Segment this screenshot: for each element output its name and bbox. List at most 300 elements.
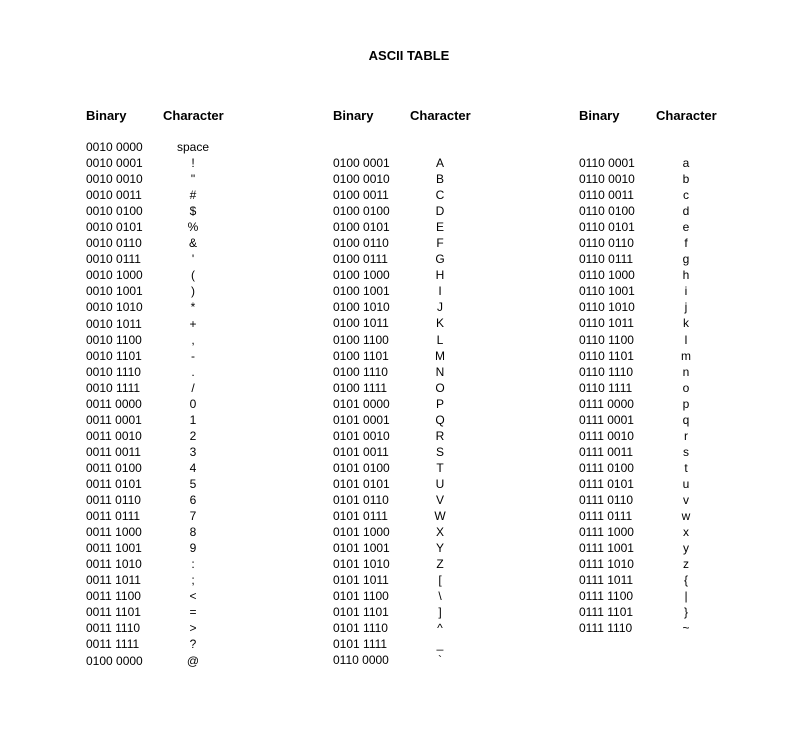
table-row (86, 316, 286, 332)
character-value: I (438, 284, 442, 299)
character-value: ] (438, 605, 442, 620)
character-value: s (683, 444, 689, 459)
binary-value: 0111 0111 (579, 509, 633, 524)
binary-value: 0011 1011 (86, 573, 141, 588)
table-row (86, 380, 286, 396)
character-value: l (684, 332, 688, 347)
binary-value: 0110 0000 (333, 653, 389, 668)
binary-header: Binary (333, 108, 374, 123)
table-row (579, 364, 779, 380)
binary-value: 0010 1001 (86, 284, 143, 299)
character-value: Q (435, 412, 445, 427)
table-row (86, 428, 286, 444)
table-row (86, 540, 286, 556)
character-value: F (436, 236, 444, 251)
binary-value: 0100 0101 (333, 220, 390, 235)
table-row (333, 412, 533, 428)
table-row (579, 476, 779, 492)
character-value: P (435, 396, 444, 411)
character-value: ~ (682, 621, 690, 636)
table-row (333, 540, 533, 556)
binary-value: 0110 1100 (579, 332, 634, 347)
table-row (333, 364, 533, 380)
character-value: ( (191, 268, 195, 283)
character-value: \ (438, 589, 442, 604)
binary-value: 0110 0101 (579, 220, 635, 235)
binary-value: 0111 1100 (579, 589, 634, 604)
binary-value: 0101 1100 (333, 589, 389, 604)
table-row (579, 171, 779, 187)
table-row (333, 588, 533, 604)
binary-value: 0100 1010 (333, 300, 390, 315)
binary-value: 0111 0110 (579, 492, 634, 507)
table-row (579, 219, 779, 235)
binary-value: 0110 0110 (579, 236, 634, 251)
ascii-rows (86, 139, 286, 669)
character-value: S (435, 444, 444, 459)
binary-value: 0111 1110 (579, 621, 633, 636)
binary-value: 0100 1011 (333, 316, 389, 331)
character-value: + (189, 316, 197, 331)
binary-value: 0011 1000 (86, 525, 142, 540)
character-value: M (435, 348, 445, 363)
binary-value: 0110 1010 (579, 300, 635, 315)
binary-value: 0111 0000 (579, 396, 634, 411)
binary-value: 0010 0011 (86, 188, 142, 203)
character-value: space (176, 140, 210, 154)
table-row (86, 299, 286, 315)
table-row (333, 187, 533, 203)
binary-value: 0010 0111 (86, 252, 141, 267)
table-row (333, 396, 533, 412)
character-value: J (437, 300, 443, 315)
character-value: Z (436, 557, 444, 572)
binary-header: Binary (86, 108, 127, 123)
character-value: g (682, 252, 690, 267)
character-value: % (187, 220, 199, 235)
character-value: @ (186, 653, 200, 668)
character-value: f (684, 236, 688, 251)
table-row (333, 155, 533, 171)
binary-value: 0100 1110 (333, 364, 388, 379)
ascii-column-1 (86, 108, 286, 668)
character-value: K (435, 316, 444, 331)
binary-value: 0101 0110 (333, 492, 389, 507)
table-row (86, 588, 286, 604)
table-row (333, 444, 533, 460)
binary-header: Binary (579, 108, 620, 123)
character-value: - (191, 348, 195, 363)
table-row (86, 364, 286, 380)
character-value: y (683, 541, 689, 556)
character-value: D (435, 204, 445, 219)
binary-value: 0011 1111 (86, 637, 140, 652)
binary-value: 0010 0101 (86, 220, 143, 235)
table-row (579, 588, 779, 604)
binary-value: 0100 0001 (333, 156, 390, 170)
binary-value: 0011 1001 (86, 541, 142, 556)
character-value: U (435, 476, 445, 491)
binary-value: 0110 1111 (579, 380, 633, 395)
binary-value: 0110 1011 (579, 316, 634, 331)
character-value: 8 (189, 525, 197, 540)
table-row (333, 315, 533, 331)
binary-value: 0100 0110 (333, 236, 389, 251)
character-value: 7 (189, 509, 197, 524)
character-value: O (435, 380, 445, 395)
binary-value: 0101 0001 (333, 412, 390, 427)
binary-value: 0101 0101 (333, 476, 390, 491)
table-row (86, 572, 286, 588)
binary-value: 0101 1110 (333, 621, 388, 636)
binary-value: 0100 0100 (333, 204, 390, 219)
character-value: Y (435, 541, 444, 556)
table-row (579, 540, 779, 556)
binary-value: 0111 0100 (579, 460, 634, 475)
binary-value: 0110 0011 (579, 188, 634, 203)
table-row (579, 251, 779, 267)
ascii-rows (333, 155, 533, 669)
binary-value: 0101 0000 (333, 396, 390, 411)
binary-value: 0011 0001 (86, 412, 142, 427)
table-row (333, 556, 533, 572)
binary-value: 0011 0110 (86, 493, 141, 508)
table-row (579, 556, 779, 572)
table-row (333, 283, 533, 299)
character-value: . (191, 364, 195, 379)
character-value: p (682, 396, 690, 411)
character-value: u (682, 476, 690, 491)
binary-value: 0011 0111 (86, 509, 141, 524)
character-value: 4 (189, 460, 197, 475)
binary-value: 0111 1101 (579, 605, 634, 620)
character-value: 5 (189, 476, 197, 491)
table-row (86, 251, 286, 267)
binary-value: 0011 1100 (86, 589, 141, 604)
character-value: 0 (189, 396, 197, 411)
binary-value: 0101 1111 (333, 637, 388, 652)
character-value: / (191, 380, 195, 395)
character-value: ` (438, 653, 442, 668)
binary-value: 0100 0000 (86, 653, 143, 668)
character-value: C (435, 188, 445, 203)
table-row (86, 508, 286, 524)
binary-value: 0110 1110 (579, 364, 634, 379)
table-row (86, 524, 286, 540)
character-header: Character (656, 108, 717, 123)
table-row (579, 155, 779, 171)
binary-value: 0110 1101 (579, 348, 634, 363)
character-value: ) (191, 284, 195, 299)
table-row (579, 572, 779, 588)
table-row (579, 508, 779, 524)
table-row (579, 380, 779, 396)
binary-value: 0100 0010 (333, 172, 390, 187)
column-header (333, 108, 533, 124)
character-value: N (435, 364, 445, 379)
character-value: X (435, 525, 444, 540)
character-value: 6 (189, 493, 197, 508)
binary-value: 0100 0111 (333, 252, 388, 267)
binary-value: 0011 1010 (86, 557, 142, 572)
table-row (579, 604, 779, 620)
character-value: & (188, 236, 197, 251)
character-value: ^ (437, 621, 443, 636)
character-value: ' (191, 252, 195, 267)
binary-value: 0101 1010 (333, 557, 390, 572)
binary-value: 0101 0011 (333, 444, 389, 459)
binary-value: 0101 0100 (333, 460, 390, 475)
binary-value: 0011 0100 (86, 460, 142, 475)
table-row (333, 235, 533, 251)
binary-value: 0010 1010 (86, 300, 143, 315)
table-row (579, 524, 779, 540)
character-value: = (189, 605, 197, 620)
character-value: i (684, 284, 688, 299)
table-row (333, 219, 533, 235)
character-value: k (683, 316, 689, 331)
character-value: m (681, 348, 691, 363)
table-row (333, 572, 533, 588)
table-row (579, 428, 779, 444)
ascii-rows (579, 155, 779, 636)
binary-value: 0110 0100 (579, 204, 635, 219)
table-row (86, 412, 286, 428)
table-row (333, 171, 533, 187)
character-value: V (435, 492, 444, 507)
binary-value: 0010 1011 (86, 316, 142, 331)
character-value: L (436, 332, 444, 347)
table-row (579, 492, 779, 508)
table-row (579, 283, 779, 299)
table-row (86, 139, 286, 155)
table-row (333, 476, 533, 492)
table-row (86, 332, 286, 348)
character-value: R (435, 428, 445, 443)
table-row (333, 508, 533, 524)
character-value: | (684, 589, 688, 604)
character-value: j (684, 300, 688, 315)
table-row (86, 604, 286, 620)
table-row (86, 283, 286, 299)
table-row (333, 332, 533, 348)
character-value: w (681, 509, 691, 524)
column-header (579, 108, 779, 124)
binary-value: 0111 0001 (579, 412, 634, 427)
character-value: * (190, 300, 196, 315)
character-value: : (191, 557, 195, 572)
table-row (333, 620, 533, 636)
table-row (86, 476, 286, 492)
character-value: _ (436, 637, 444, 652)
character-value: A (435, 156, 444, 170)
table-row (86, 556, 286, 572)
character-value: ; (191, 573, 195, 588)
character-value: B (435, 172, 444, 187)
binary-value: 0100 1100 (333, 332, 389, 347)
character-value: H (435, 268, 445, 283)
character-value: > (189, 621, 197, 636)
binary-value: 0010 1101 (86, 348, 142, 363)
table-row (333, 460, 533, 476)
binary-value: 0011 0000 (86, 396, 142, 411)
binary-value: 0111 1010 (579, 557, 634, 572)
character-value: r (684, 428, 688, 443)
binary-value: 0101 1001 (333, 541, 390, 556)
character-value: ? (189, 637, 197, 652)
binary-value: 0011 0101 (86, 476, 142, 491)
binary-value: 0101 1011 (333, 573, 389, 588)
character-header: Character (163, 108, 224, 123)
character-value: x (683, 525, 689, 540)
character-value: " (190, 172, 196, 187)
binary-value: 0010 0010 (86, 172, 143, 187)
table-row (333, 428, 533, 444)
table-row (579, 348, 779, 364)
character-value: , (191, 332, 195, 347)
table-row (86, 219, 286, 235)
character-value: h (682, 268, 690, 283)
table-row (86, 492, 286, 508)
binary-value: 0101 1000 (333, 525, 390, 540)
table-row (333, 380, 533, 396)
binary-value: 0110 1000 (579, 268, 635, 283)
character-value: G (435, 252, 445, 267)
character-value: < (189, 589, 197, 604)
character-value: 3 (189, 444, 197, 459)
table-row (579, 444, 779, 460)
table-row (86, 187, 286, 203)
table-row (579, 315, 779, 331)
character-value: z (683, 557, 689, 572)
character-value: [ (438, 573, 442, 588)
table-row (86, 235, 286, 251)
table-row (86, 155, 286, 171)
character-value: d (682, 204, 690, 219)
table-row (333, 604, 533, 620)
table-row (333, 524, 533, 540)
binary-value: 0110 0111 (579, 252, 634, 267)
character-value: a (682, 156, 690, 170)
binary-value: 0010 0110 (86, 236, 142, 251)
table-row (333, 251, 533, 267)
binary-value: 0010 0100 (86, 204, 143, 219)
binary-value: 0011 0010 (86, 428, 142, 443)
table-row (579, 460, 779, 476)
binary-value: 0111 0101 (579, 476, 634, 491)
binary-value: 0101 0010 (333, 428, 390, 443)
binary-value: 0010 1110 (86, 364, 141, 379)
character-value: t (684, 460, 688, 475)
table-row (333, 636, 533, 652)
character-value: 9 (189, 541, 197, 556)
binary-value: 0011 1110 (86, 621, 141, 636)
character-value: ! (191, 156, 195, 171)
character-value: # (189, 188, 197, 203)
page-title: ASCII TABLE (368, 48, 450, 63)
table-row (86, 636, 286, 652)
table-row (86, 203, 286, 219)
table-row (579, 299, 779, 315)
binary-value: 0100 0011 (333, 188, 389, 203)
table-row (333, 203, 533, 219)
character-value: W (434, 509, 446, 524)
table-row (86, 171, 286, 187)
binary-value: 0100 1000 (333, 268, 390, 283)
binary-value: 0100 1111 (333, 380, 388, 395)
binary-value: 0100 1001 (333, 284, 390, 299)
character-value: n (682, 364, 690, 379)
table-row (86, 460, 286, 476)
character-value: q (682, 412, 690, 427)
table-row (86, 267, 286, 283)
table-row (86, 653, 286, 669)
table-row (579, 332, 779, 348)
binary-value: 0101 1101 (333, 605, 389, 620)
table-row (579, 187, 779, 203)
binary-value: 0111 1000 (579, 525, 634, 540)
character-value: E (435, 220, 444, 235)
table-row (579, 203, 779, 219)
character-value: v (683, 492, 689, 507)
binary-value: 0101 0111 (333, 509, 388, 524)
binary-value: 0110 0010 (579, 172, 635, 187)
character-value: 2 (189, 428, 197, 443)
binary-value: 0010 1000 (86, 268, 143, 283)
binary-value: 0111 0010 (579, 428, 634, 443)
ascii-column-2 (333, 108, 533, 668)
character-value: c (683, 188, 689, 203)
character-value: } (683, 605, 688, 620)
table-row (333, 267, 533, 283)
table-row (579, 396, 779, 412)
character-value: o (682, 380, 690, 395)
character-value: T (436, 460, 444, 475)
table-row (333, 492, 533, 508)
binary-value: 0010 0001 (86, 156, 143, 171)
ascii-column-3 (579, 108, 779, 636)
table-row (333, 348, 533, 364)
table-row (86, 444, 286, 460)
binary-value: 0100 1101 (333, 348, 389, 363)
character-value: 1 (189, 412, 197, 427)
binary-value: 0111 1001 (579, 541, 634, 556)
character-value: $ (189, 204, 197, 219)
binary-value: 0110 1001 (579, 284, 635, 299)
character-header: Character (410, 108, 471, 123)
table-row (333, 652, 533, 668)
table-row (333, 299, 533, 315)
table-row (579, 235, 779, 251)
table-row (579, 267, 779, 283)
table-row (579, 412, 779, 428)
column-header (86, 108, 286, 124)
character-value: { (683, 573, 688, 588)
binary-value: 0010 1111 (86, 380, 141, 395)
binary-value: 0011 0011 (86, 444, 141, 459)
binary-value: 0110 0001 (579, 156, 635, 170)
binary-value: 0010 0000 (86, 140, 143, 154)
character-value: b (682, 172, 690, 187)
character-value: e (682, 220, 690, 235)
binary-value: 0111 0011 (579, 444, 634, 459)
table-row (579, 620, 779, 636)
binary-value: 0011 1101 (86, 605, 141, 620)
table-row (86, 348, 286, 364)
binary-value: 0111 1011 (579, 573, 634, 588)
table-row (86, 396, 286, 412)
table-row (86, 620, 286, 636)
